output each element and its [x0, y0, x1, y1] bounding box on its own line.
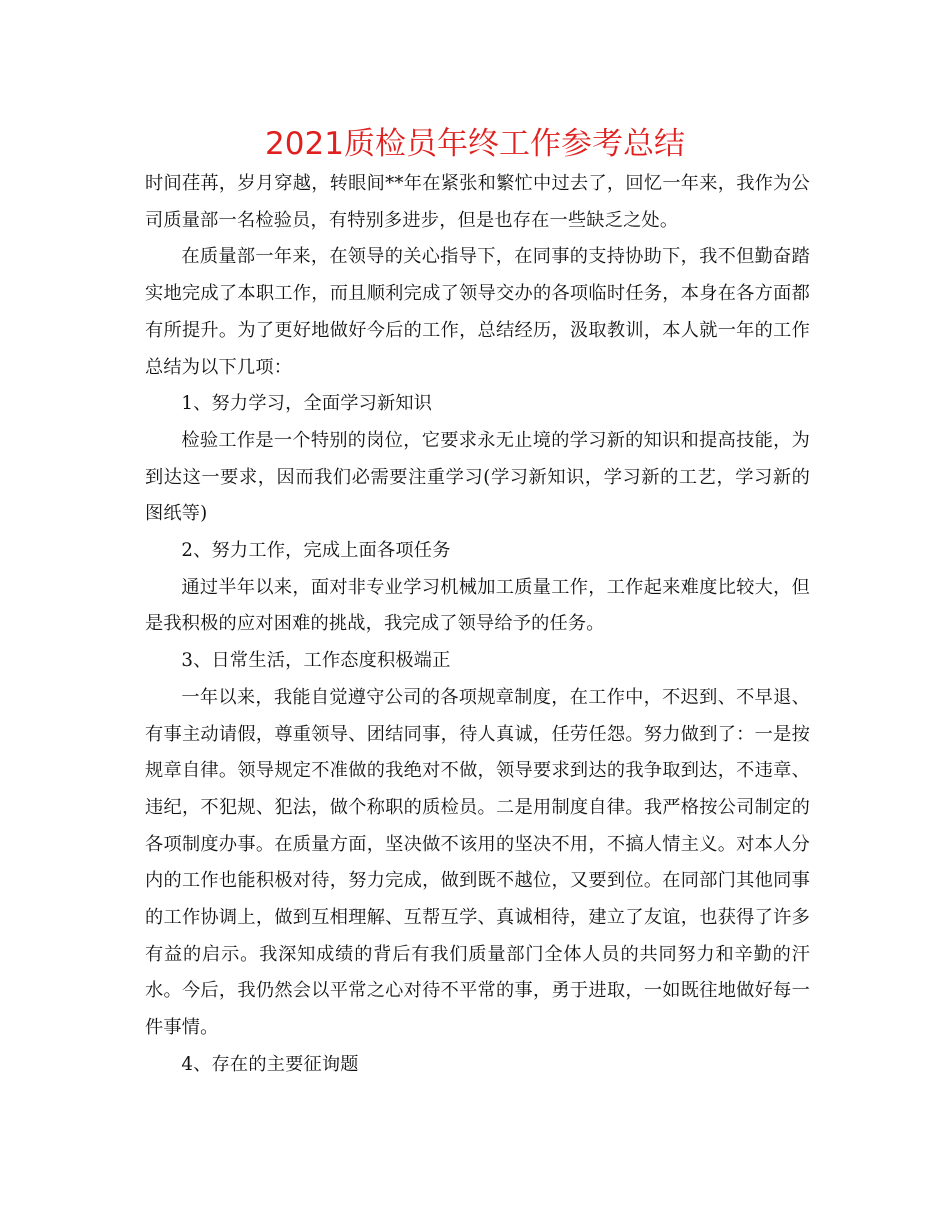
- section-heading-2: 2、努力工作，完成上面各项任务: [181, 540, 451, 562]
- section-heading-4: 4、存在的主要征询题: [181, 1053, 359, 1075]
- paragraph-overview: 在质量部一年来，在领导的关心指导下，在同事的支持协助下，我不但勤奋踏实地完成了本职工作，而且顺利完成了领导交办的各项临时任务，本身在各方面都有所提升。为了更好地做好今后的工作，总结经历，汲取教训，本人就一年的工作总结为以下几项：: [145, 246, 810, 378]
- section-heading-1: 1、努力学习，全面学习新知识: [181, 393, 433, 415]
- section-heading-3: 3、日常生活，工作态度积极端正: [181, 650, 451, 672]
- document-body: [145, 166, 810, 1084]
- document-title: 2021质检员年终工作参考总结: [265, 126, 685, 162]
- paragraph-section-1: 检验工作是一个特别的岗位，它要求永无止境的学习新的知识和提高技能，为到达这一要求，因而我们必需要注重学习(学习新知识，学习新的工艺，学习新的图纸等): [145, 429, 810, 525]
- paragraph-intro: 时间荏苒，岁月穿越，转眼间**年在紧张和繁忙中过去了，回忆一年来，我作为公司质量部一名检验员，有特别多进步，但是也存在一些缺乏之处。: [145, 173, 810, 231]
- paragraph-section-2: 通过半年以来，面对非专业学习机械加工质量工作，工作起来难度比较大，但是我积极的应对困难的挑战，我完成了领导给予的任务。: [145, 576, 810, 635]
- paragraph-section-3: 一年以来，我能自觉遵守公司的各项规章制度，在工作中，不迟到、不早退、有事主动请假，尊重领导、团结同事，待人真诚，任劳任怨。努力做到了：一是按规章自律。领导规定不准做的我绝对不做，领导要求到达的我争取到达，不违章、违纪，不犯规、犯法，做个称职的质检员。二是用制度自律。我严格按公司制定的各项制度办事。在质量方面，坚决做不该用的坚决不用，不搞人情主义。对本人分内的工作也能积极对待，努力完成，做到既不越位，又要到位。在同部门其他同事的工作协调上，做到互相理解、互帮互学、真诚相待，建立了友谊，也获得了许多有益的启示。我深知成绩的背后有我们质量部门全体人员的共同努力和辛勤的汗水。今后，我仍然会以平常之心对待不平常的事，勇于进取，一如既往地做好每一件事情。: [145, 686, 810, 1039]
